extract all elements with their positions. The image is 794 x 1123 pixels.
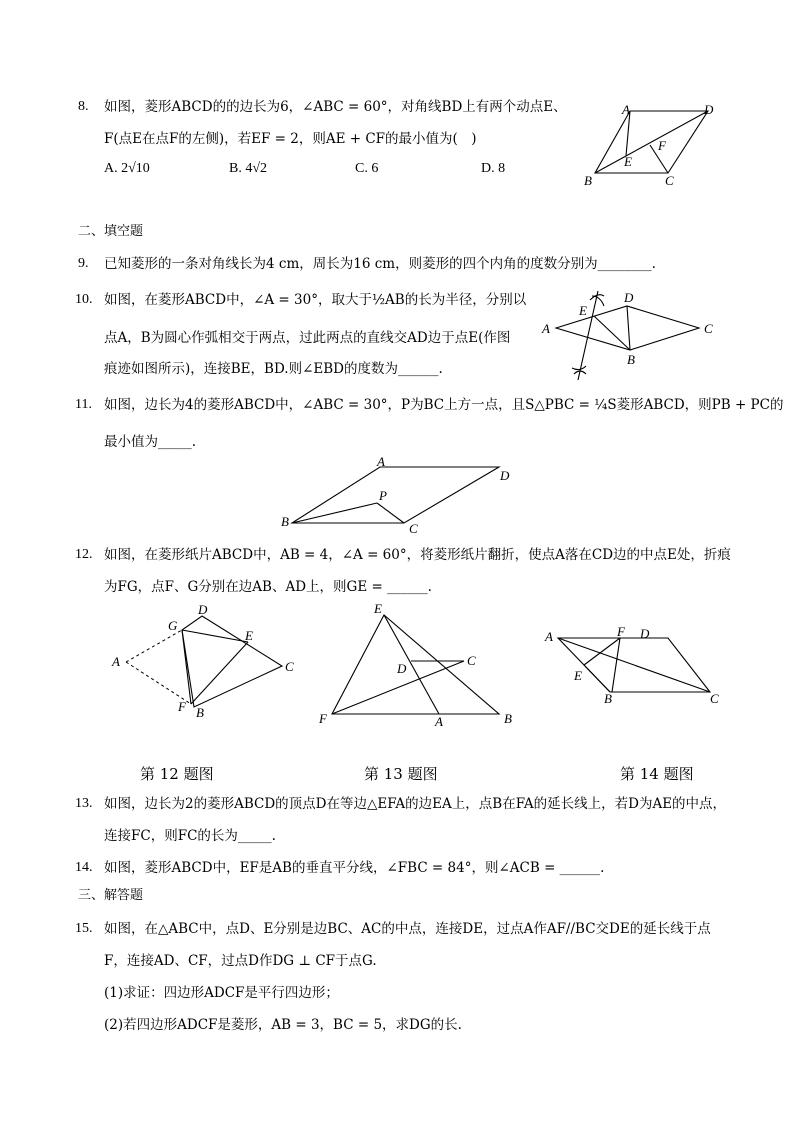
q13-label-b: B xyxy=(504,711,512,726)
q10-figure-rhombus xyxy=(536,288,726,382)
q8-line1: 如图，菱形ABCD的的边长为6，∠ABC = 60°，对角线BD上有两个动点E、 xyxy=(104,99,567,115)
q14-label-c: C xyxy=(710,691,719,706)
q15-part1: (1)求证：四边形ADCF是平行四边形； xyxy=(104,985,339,1001)
q14-label-e: E xyxy=(574,668,582,683)
q11-line1: 如图，边长为4的菱形ABCD中，∠ABC = 30°，P为BC上方一点，且S△PBC = ¼S菱形ABCD，则PB + PC的 xyxy=(104,397,784,413)
section-fill-in-title: 二、填空题 xyxy=(78,224,144,239)
q11-label-p: P xyxy=(379,488,387,503)
q8-option-d: D. 8 xyxy=(481,161,506,176)
q12-label-g: G xyxy=(168,618,178,633)
q14-figure xyxy=(540,620,730,712)
q8-label-f: F xyxy=(658,138,666,153)
q14-label-a: A xyxy=(545,629,553,644)
q10-line2: 点A，B为圆心作弧相交于两点，过此两点的直线交AD边于点E(作图 xyxy=(104,330,511,346)
q11-label-c: C xyxy=(409,521,418,536)
q10-line3: 痕迹如图所示)，连接BE，BD.则∠EBD的度数为______. xyxy=(104,361,443,377)
q12-label-e: E xyxy=(245,628,253,643)
caption-fig13: 第 13 题图 xyxy=(364,765,438,783)
q14-label-b: B xyxy=(604,691,612,706)
q13-label-f: F xyxy=(319,711,327,726)
q8-label-d: D xyxy=(704,102,714,117)
q12-figure xyxy=(104,600,304,725)
q8-label-a: A xyxy=(622,102,630,117)
q14-number: 14. xyxy=(75,860,93,875)
q10-number: 10. xyxy=(75,292,93,307)
q11-label-b: B xyxy=(281,514,289,529)
q8-label-e: E xyxy=(624,154,632,169)
q15-line1: 如图，在△ABC中，点D、E分别是边BC、AC的中点，连接DE，过点A作AF//BC交DE的延长线于点 xyxy=(104,921,711,937)
q13-line2: 连接FC，则FC的长为_____. xyxy=(104,828,276,844)
q10-label-e: E xyxy=(579,303,587,318)
q10-line1: 如图，在菱形ABCD中，∠A = 30°，取大于½AB的长为半径，分别以 xyxy=(104,292,527,308)
q13-number: 13. xyxy=(75,796,93,811)
q13-figure xyxy=(314,600,524,728)
q9-number: 9. xyxy=(78,256,89,271)
q12-label-f: F xyxy=(178,699,186,714)
caption-fig14: 第 14 题图 xyxy=(620,765,694,783)
q13-label-d: D xyxy=(397,661,407,676)
q11-label-a: A xyxy=(377,455,385,469)
q12-label-a: A xyxy=(112,654,120,669)
q13-label-a: A xyxy=(435,714,443,728)
q14-label-d: D xyxy=(640,626,650,641)
q10-label-c: C xyxy=(704,321,713,336)
q12-label-c: C xyxy=(285,659,294,674)
q11-label-d: D xyxy=(500,468,510,483)
q8-option-b: B. 4√2 xyxy=(229,161,268,176)
q15-part2: (2)若四边形ADCF是菱形，AB = 3，BC = 5，求DG的长. xyxy=(104,1017,462,1033)
q8-label-c: C xyxy=(665,173,674,188)
q13-label-e: E xyxy=(374,601,382,616)
q14-line1: 如图，菱形ABCD中，EF是AB的垂直平分线，∠FBC = 84°，则∠ACB = ______. xyxy=(104,860,605,876)
q11-number: 11. xyxy=(75,397,92,412)
q12-label-b: B xyxy=(196,705,204,720)
q14-label-f: F xyxy=(617,624,625,639)
q11-figure-rhombus xyxy=(276,455,526,537)
q12-label-d: D xyxy=(198,602,208,617)
q9-line1: 已知菱形的一条对角线长为4 cm，周长为16 cm，则菱形的四个内角的度数分别为________. xyxy=(104,256,656,272)
q10-label-a: A xyxy=(542,321,550,336)
q11-line2: 最小值为_____. xyxy=(104,434,197,450)
q8-option-a: A. 2√10 xyxy=(104,161,150,176)
q15-number: 15. xyxy=(75,921,93,936)
q10-label-b: B xyxy=(627,352,635,367)
q13-line1: 如图，边长为2的菱形ABCD的顶点D在等边△EFA的边EA上，点B在FA的延长线上，若D为AE的中点， xyxy=(104,796,727,812)
q8-label-b: B xyxy=(584,173,592,188)
q12-number: 12. xyxy=(75,547,93,562)
q10-label-d: D xyxy=(624,290,634,305)
q12-line1: 如图，在菱形纸片ABCD中，AB = 4，∠A = 60°，将菱形纸片翻折，使点A落在CD边的中点E处，折痕 xyxy=(104,547,731,563)
section-solution-title: 三、解答题 xyxy=(78,888,144,903)
q8-line2: F(点E在点F的左侧)，若EF = 2，则AE + CF的最小值为( ) xyxy=(104,131,477,147)
q12-line2: 为FG，点F、G分别在边AB、AD上，则GE = ______. xyxy=(104,579,432,595)
q8-number: 8. xyxy=(78,99,89,114)
q13-label-c: C xyxy=(467,653,476,668)
caption-fig12: 第 12 题图 xyxy=(140,765,214,783)
q15-line2: F，连接AD、CF，过点D作DG ⊥ CF于点G. xyxy=(104,953,377,969)
q8-figure-rhombus xyxy=(578,98,728,190)
q8-option-c: C. 6 xyxy=(355,161,379,176)
